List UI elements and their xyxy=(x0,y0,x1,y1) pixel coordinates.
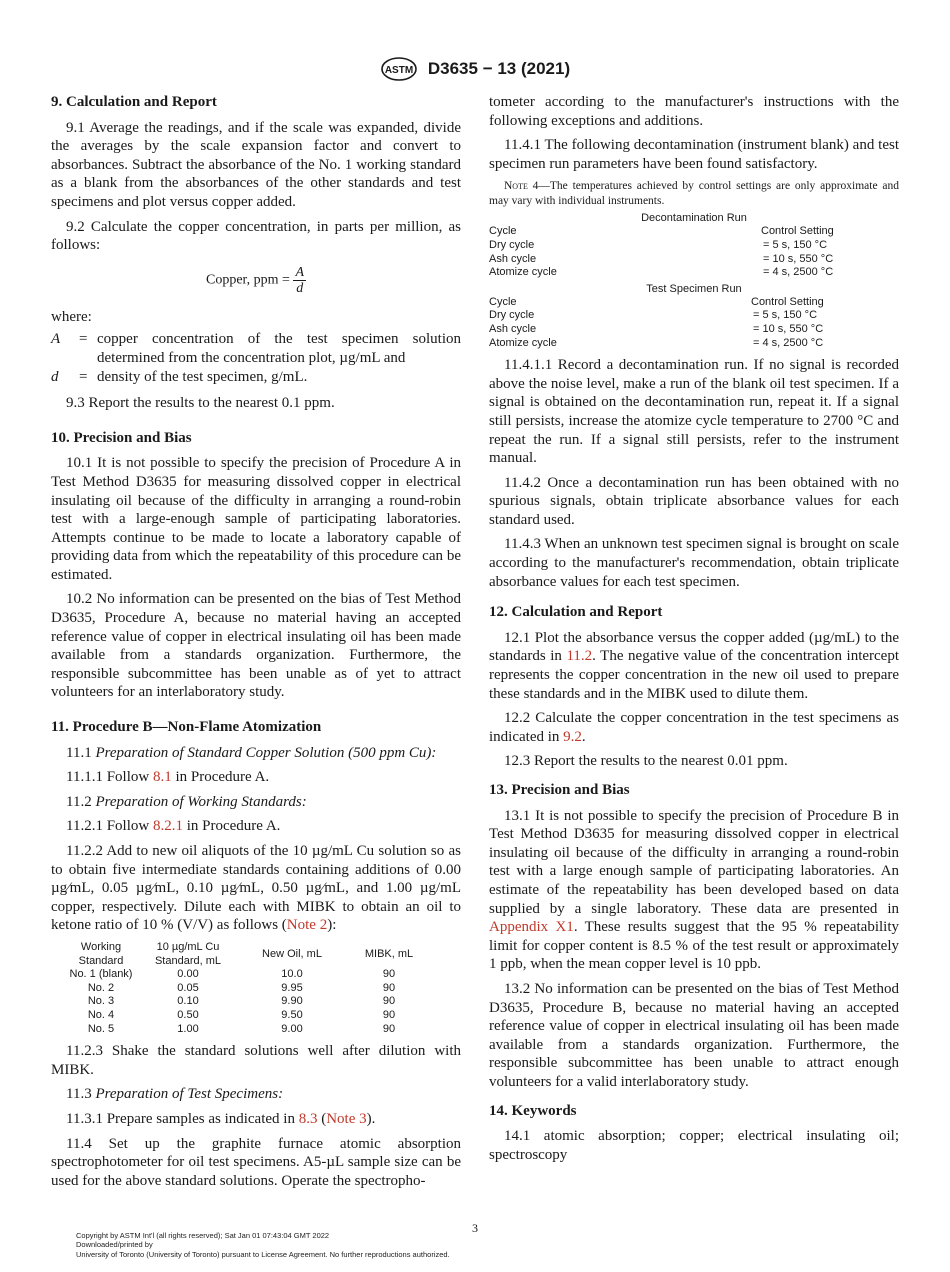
para-11-4-2: 11.4.2 Once a decontamination run has been obtained with no spurious signals, obtain triplicate absorbance values for each standard used. xyxy=(489,474,899,528)
note-label: Note 4 xyxy=(504,180,539,193)
working-standards-table xyxy=(65,941,433,1036)
para-11-4: 11.4 Set up the graphite furnace atomic absorption spectrophotometer for oil test specimens. A5-µL sample size can be used for the above standard solutions. Operate the spectropho- xyxy=(51,1135,461,1189)
para-13-1: 13.1 It is not possible to specify the precision of Procedure B in Test Method D3635 for measuring dissolved copper in electrical insulating oil because of the difficulty in arranging a round-robin test with a large enough sample of participating laboratories. An estimate of the repeatability has been developed based on data supplied by a single laboratory. These data are presented in Appendix X1. These results suggest that the 95 % repeatability limit for copper content is 8.5 % of the test result or approximately 1 ppb, when the mean copper level is 10 ppb. xyxy=(489,807,900,973)
decontamination-run-table xyxy=(489,225,849,279)
para-13-2: 13.2 No information can be presented on the bias of Test Method D3635, Procedure B, because no material having an accepted reference value of copper in electrical insulating oil has been made available from a standards organization. Furthermore, the responsible subcommittee has been unable to attract enough volunteers for a valid interlaboratory study. xyxy=(489,980,899,1090)
table-row: No. 2 0.05 9.95 90 xyxy=(87,981,396,994)
page-header xyxy=(0,56,950,82)
table-header: Working Standard 10 µg/mL Cu Standard, mL New Oil, mL MIBK, mL xyxy=(78,940,414,967)
ref-link-8-2-1[interactable]: 8.2.1 xyxy=(152,818,183,835)
para-11-4-cont: tometer according to the manufacturer's instructions with the following exceptions and additions. xyxy=(489,94,899,129)
test-specimen-run-table xyxy=(489,296,849,350)
table-row: No. 5 1.00 9.00 90 xyxy=(87,1022,396,1035)
ref-link-8-3[interactable]: 8.3 xyxy=(298,1110,318,1127)
ref-link-8-1[interactable]: 8.1 xyxy=(152,769,172,786)
ref-link-note-2[interactable]: Note 2 xyxy=(286,917,328,934)
formula-numerator: A xyxy=(295,264,304,280)
para-10-2: 10.2 No information can be presented on the bias of Test Method D3635, Procedure A, because no material having an accepted reference value of copper in electrical insulating oil has been made available from a standards organization. Furthermore, the responsible subcommittee has been unable as of yet to attract volunteers for an interlaboratory study. xyxy=(51,591,461,701)
def-equals: = xyxy=(79,368,88,385)
section-14-heading: 14. Keywords xyxy=(489,1102,577,1119)
table-row: Atomize cycle = 4 s, 2500 °C xyxy=(489,266,834,279)
section-11-heading: 11. Procedure B—Non-Flame Atomization xyxy=(51,719,322,736)
note-4: Note 4—The temperatures achieved by control settings are only approximate and may vary with individual instruments. xyxy=(489,180,899,208)
footer-line: Downloaded/printed by xyxy=(76,1240,153,1250)
table-row: No. 1 (blank) 0.00 10.0 90 xyxy=(69,968,396,981)
svg-text:ASTM: ASTM xyxy=(384,65,414,76)
para-11-4-1-1: 11.4.1.1 Record a decontamination run. If no signal is recorded above the noise level, make a run of the blank oil test specimen. If a signal is obtained on the decontamination run, repeat it. If a signal still persists, increase the atomize cycle temperature to 2700 °C and repeat the run. If a signal still persists, refer to the instrument manual. xyxy=(489,357,899,467)
left-column xyxy=(51,93,461,1196)
def-equals: = xyxy=(79,331,88,348)
where-label: where: xyxy=(51,308,92,325)
section-10-heading: 10. Precision and Bias xyxy=(51,429,192,446)
para-11-2-3: 11.2.3 Shake the standard solutions well after dilution with MIBK. xyxy=(51,1043,461,1078)
copyright-footer xyxy=(76,1231,450,1259)
table-header: Cycle Control Setting xyxy=(489,295,824,308)
definition-a xyxy=(51,330,461,367)
footer-line: Copyright by ASTM Int'l (all rights reserved); Sat Jan 01 07:43:04 GMT 2022 xyxy=(76,1231,330,1240)
para-11-3: 11.3 Preparation of Test Specimens: xyxy=(66,1086,284,1103)
def-symbol: A xyxy=(51,331,61,348)
ref-link-appendix-x1[interactable]: Appendix X1 xyxy=(489,919,574,936)
definition-d xyxy=(51,368,461,387)
def-text: copper concentration of the test specimen solution determined from the concentration plot, µg/mL and xyxy=(97,331,461,366)
para-14-1: 14.1 atomic absorption; copper; electrical insulating oil; spectroscopy xyxy=(489,1128,899,1163)
para-11-2: 11.2 Preparation of Working Standards: xyxy=(66,793,307,810)
para-9-3: 9.3 Report the results to the nearest 0.1 ppm. xyxy=(66,395,335,412)
formula xyxy=(51,265,461,296)
para-11-1: 11.1 Preparation of Standard Copper Solution (500 ppm Cu): xyxy=(66,744,437,761)
table-row: Ash cycle = 10 s, 550 °C xyxy=(489,252,834,265)
para-12-3: 12.3 Report the results to the nearest 0.01 ppm. xyxy=(504,753,788,770)
table-row: Dry cycle = 5 s, 150 °C xyxy=(489,309,818,322)
para-11-3-1: 11.3.1 Prepare samples as indicated in 8.3 (Note 3). xyxy=(66,1110,376,1127)
ref-link-9-2[interactable]: 9.2 xyxy=(563,728,582,745)
para-12-1: 12.1 Plot the absorbance versus the copper added (µg/mL) to the standards in 11.2. The negative value of the concentration intercept represents the copper concentration in the new oil used to prepare these standards and in the MIBK used to dilute them. xyxy=(489,629,900,702)
decontamination-run-title: Decontamination Run xyxy=(641,212,747,225)
table-row: No. 4 0.50 9.50 90 xyxy=(87,1008,396,1021)
para-10-1: 10.1 It is not possible to specify the precision of Procedure A in Test Method D3635 for measuring dissolved copper in electrical insulating oil because of the difficulty in arranging a round-robin test with a large-enough sample of participating laboratories. Attempts continue to be made to locate a laboratory capable of providing data from which the repeatability of this procedure can be estimated. xyxy=(51,455,461,583)
def-text: density of the test specimen, g/mL. xyxy=(97,368,308,385)
document-code: D3635 − 13 (2021) xyxy=(427,59,571,78)
ref-link-note-3[interactable]: Note 3 xyxy=(326,1110,367,1127)
section-12-heading: 12. Calculation and Report xyxy=(489,604,663,621)
page-number: 3 xyxy=(472,1221,478,1235)
formula-lhs: Copper, ppm = xyxy=(205,272,290,288)
para-9-2: 9.2 Calculate the copper concentration, in parts per million, as follows: xyxy=(51,218,461,254)
footer-line: University of Toronto (University of Toronto) pursuant to License Agreement. No further reproductions authorized. xyxy=(76,1249,450,1259)
definitions xyxy=(51,330,461,386)
def-symbol: d xyxy=(51,368,59,385)
astm-logo-icon xyxy=(380,56,418,82)
test-specimen-run-title: Test Specimen Run xyxy=(646,282,742,295)
formula-denominator: d xyxy=(296,280,304,296)
formula-fraction xyxy=(293,265,306,296)
section-9-heading: 9. Calculation and Report xyxy=(51,94,217,110)
section-13-heading: 13. Precision and Bias xyxy=(489,782,630,798)
para-11-1-1: 11.1.1 Follow 8.1 in Procedure A. xyxy=(66,769,270,786)
table-row: No. 3 0.10 9.90 90 xyxy=(87,995,396,1008)
para-11-4-1: 11.4.1 The following decontamination (instrument blank) and test specimen run parameters have been found satisfactory. xyxy=(489,137,899,172)
para-11-4-3: 11.4.3 When an unknown test specimen signal is brought on scale according to the manufacturer's recommendation, obtain triplicate absorbance values for each test specimen. xyxy=(489,536,899,590)
right-column xyxy=(489,93,899,1170)
table-row: Dry cycle = 5 s, 150 °C xyxy=(489,238,828,251)
para-11-2-2: 11.2.2 Add to new oil aliquots of the 10 µg/mL Cu solution so as to obtain five intermediate standards containing additions of 0.00 µg⁄mL, 0.05 µg⁄mL, 0.10 µg⁄mL, 0.50 µg⁄mL, and 1.00 µg/mL copper, respectively. Dilute each with MIBK to obtain an oil to ketone ratio of 10 % (V/V) as follows (Note 2): xyxy=(51,843,461,934)
table-row: Atomize cycle = 4 s, 2500 °C xyxy=(489,336,824,349)
para-12-2: 12.2 Calculate the copper concentration in the test specimens as indicated in 9.2. xyxy=(489,710,899,745)
table-row: Ash cycle = 10 s, 550 °C xyxy=(489,322,824,335)
para-9-1: 9.1 Average the readings, and if the scale was expanded, divide the averages by the scale expansion factor and convert to absorbances. Subtract the absorbance of the No. 1 working standard as a blank from the absorbances of the other standards and test specimens and plot versus copper added. xyxy=(51,119,461,210)
para-11-2-1: 11.2.1 Follow 8.2.1 in Procedure A. xyxy=(66,818,281,835)
table-header: Cycle Control Setting xyxy=(489,225,834,238)
ref-link-11-2[interactable]: 11.2 xyxy=(566,648,593,665)
